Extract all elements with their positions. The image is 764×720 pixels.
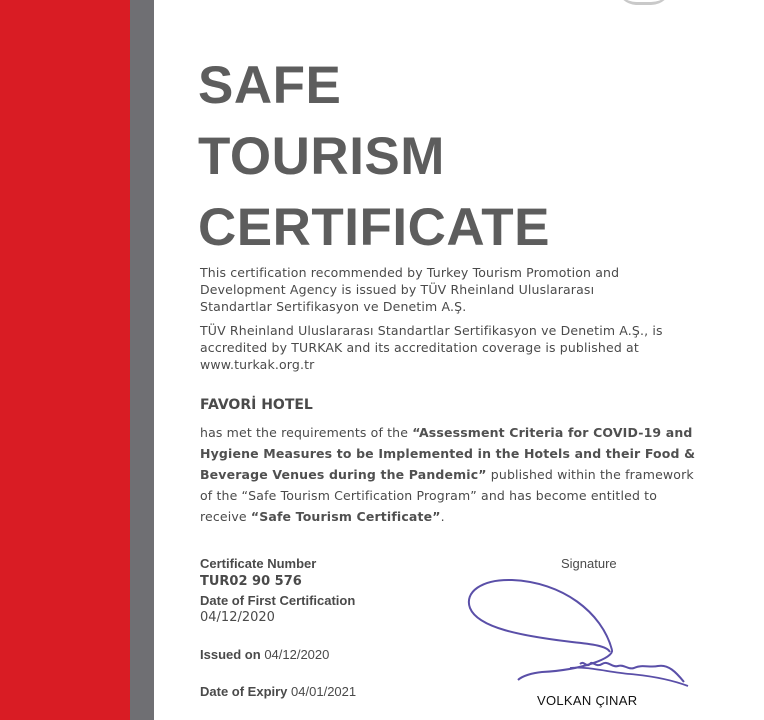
intro-paragraph-1: This certification recommended by Turkey Tourism Promotion and Development Agency is issued by TÜV Rheinland Uluslararası Standartlar Sertifikasyon ve Denetim A.Ş. — [200, 265, 620, 314]
statement-text-1: has met the requirements of the — [200, 425, 413, 440]
signature-label: Signature — [561, 556, 617, 571]
certificate-name: “Safe Tourism Certificate” — [250, 509, 441, 524]
handwritten-signature — [462, 572, 702, 702]
title-line-2: TOURISM — [198, 127, 445, 186]
first-certification-date: 04/12/2020 — [200, 610, 275, 625]
issued-on-date: 04/12/2020 — [264, 647, 330, 662]
statement-text-2: published within the framework of the “Safe Tourism Certification Program” and has become entitled to receive — [200, 467, 694, 524]
expiry-date: 04/01/2021 — [291, 684, 357, 699]
compliance-statement — [200, 422, 700, 527]
certificate-title — [198, 50, 550, 263]
title-line-3: CERTIFICATE — [198, 198, 550, 257]
certificate-number-label: Certificate Number — [200, 556, 317, 571]
red-side-band — [0, 0, 130, 720]
expiry-row — [200, 684, 356, 699]
intro-paragraph-2: TÜV Rheinland Uluslararası Standartlar Sertifikasyon ve Denetim A.Ş., is accredited by TURKAK and its accreditation coverage is published at www.turkak.org.tr — [200, 323, 663, 372]
statement-text-3: . — [440, 509, 445, 524]
assessment-criteria-title: “Assessment Criteria for COVID-19 and Hygiene Measures to be Implemented in the Hotels and their Food & Beverage Venues during the Pandemic” — [200, 425, 696, 482]
hotel-name: FAVORİ HOTEL — [200, 397, 313, 413]
certificate-number: TUR02 90 576 — [200, 574, 302, 589]
title-line-1: SAFE — [198, 56, 342, 115]
signatory-name: VOLKAN ÇINAR — [537, 693, 638, 708]
top-logo-fragment — [616, 0, 672, 5]
grey-side-band — [130, 0, 154, 720]
issued-on-row — [200, 647, 329, 662]
issued-on-label: Issued on — [200, 647, 261, 662]
expiry-label: Date of Expiry — [200, 684, 288, 699]
first-certification-label: Date of First Certification — [200, 593, 356, 608]
